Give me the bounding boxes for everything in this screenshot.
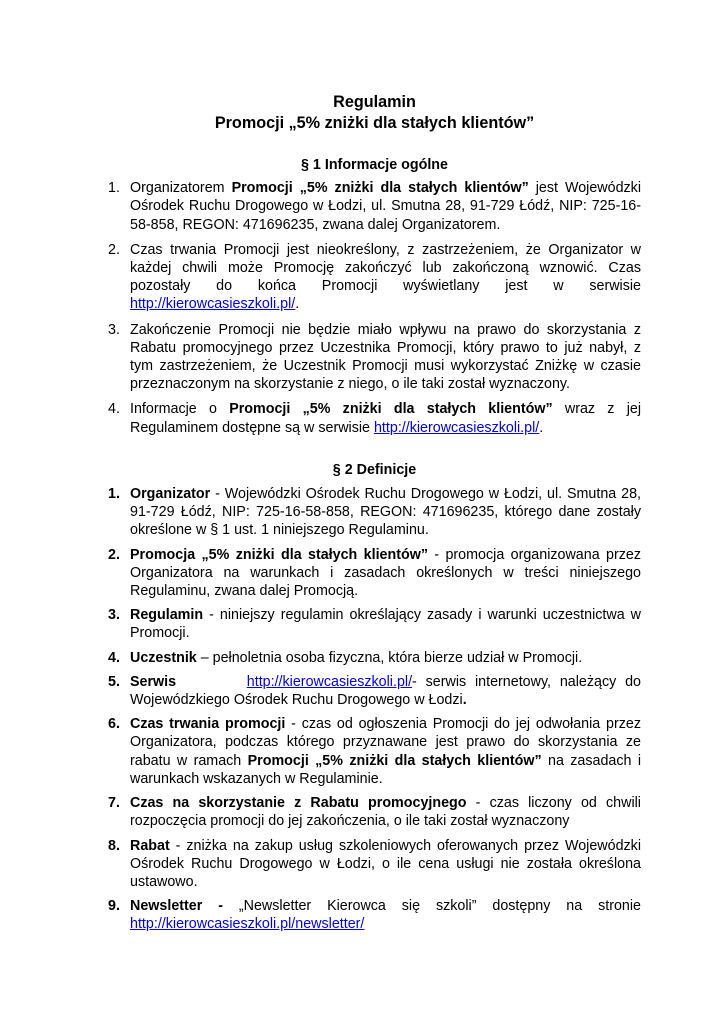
service-link[interactable]: http://kierowcasieszkoli.pl/ [246,673,413,690]
definition-term: Uczestnik [130,649,197,666]
item-number: 3. [108,607,120,624]
newsletter-link[interactable]: http://kierowcasieszkoli.pl/newsletter/ [130,916,365,933]
definition-text: - niniejszy regulamin określający zasady i warunki uczestnictwa w Promocji. [130,607,641,642]
definition-regulamin [108,606,641,642]
title-line-1: Regulamin [333,93,416,111]
definition-text: na zasadach i warunkach wskazanych w Regulaminie. [130,752,641,787]
item-number: 1. [108,486,120,503]
item-text: . [295,296,300,313]
definition-newsletter [108,897,641,933]
definition-organizator [108,485,641,540]
promotion-name: Promocji „5% zniżki dla stałych klientów” [231,180,529,197]
item-number: 6. [108,716,120,733]
definition-text: - czas od ogłoszenia Promocji do jej odwołania przez Organizatora, podczas którego przyznawane jest prawo do skorzystania ze rabatu w ramach [130,716,642,769]
definition-text: - promocja organizowana przez Organizatora na warunkach i zasadach określonych w treści niniejszego Regulaminu, zwana dalej Promocją. [130,546,641,600]
definition-text: - zniżka na zakup usług szkoleniowych oferowanych przez Wojewódzki Ośrodek Ruchu Drogowego w Łodzi, o ile cena usługi nie została określona ustawowo. [130,837,641,890]
item-text: Organizatorem [130,180,232,197]
section-1-list [108,179,641,437]
section-1-item-3 [108,321,641,394]
definition-term: Serwis [130,673,177,690]
definition-czas-trwania [108,715,641,788]
section-1-item-4 [108,400,641,436]
definition-text: „Newsletter Kierowca się szkoli” dostępny na stronie [222,898,642,915]
definition-text: - serwis internetowy, należący do Wojewódzkiego Ośrodek Ruchu Drogowego w Łodzi [130,673,641,709]
section-1-item-2 [108,241,641,314]
definition-term: Promocja „5% zniżki dla stałych klientów” [130,546,428,563]
definition-text: - czas liczony od chwili rozpoczęcia promocji do jej zakończenia, o ile taki został wyznaczony [130,795,641,830]
definition-term: Czas trwania promocji [130,716,286,733]
service-link[interactable]: http://kierowcasieszkoli.pl/ [130,296,296,313]
definition-term: Organizator [130,486,211,503]
promotion-name: Promocji „5% zniżki dla stałych klientów” [229,401,553,418]
item-number: 4. [108,401,120,418]
definition-end: . [462,692,467,709]
definition-rabat [108,837,641,892]
definition-term: Newsletter - [130,898,223,915]
document-title [108,92,641,133]
item-number: 4. [108,649,120,666]
section-1-item-1 [108,179,641,234]
section-2-heading: § 2 Definicje [332,461,417,478]
item-text: . [539,419,544,436]
item-number: 3. [108,321,120,338]
section-1-heading: § 1 Informacje ogólne [301,157,448,173]
item-number: 2. [108,241,120,258]
item-number: 9. [108,898,120,915]
item-text: jest Wojewódzki Ośrodek Ruchu Drogowego w Łodzi, ul. Smutna 28, 91-729 Łódź, NIP: 725-16-58-858, REGON: 471696235, zwana dalej Organizatorem. [130,180,641,233]
definition-term: Czas na skorzystanie z Rabatu promocyjnego [130,795,467,812]
definition-serwis [108,673,641,709]
definition-promocja [108,546,641,601]
service-link[interactable]: http://kierowcasieszkoli.pl/ [373,419,540,436]
definition-uczestnik [108,649,641,667]
definition-text: - Wojewódzki Ośrodek Ruchu Drogowego w Łodzi, ul. Smutna 28, 91-729 Łódź, NIP: 725-16-58-858, REGON: 471696235, którego dane zostały określone w § 1 ust. 1 niniejszego Regulaminu. [130,486,641,539]
item-text: Czas trwania Promocji jest nieokreślony, z zastrzeżeniem, że Organizator w każdej chwili może Promocję zakończyć lub zakończoną wznowić. Czas pozostały do końca Promocji wyświetlany jest w serwisie [130,241,641,295]
definition-term: Regulamin [130,607,204,624]
definition-czas-skorzystania [108,794,641,830]
item-number: 8. [108,837,120,854]
title-line-2: Promocji „5% zniżki dla stałych klientów” [214,113,535,132]
definition-term: Rabat [130,837,170,854]
item-text: wraz z jej Regulaminem dostępne są w serwisie [130,401,642,436]
item-text: Zakończenie Promocji nie będzie miało wpływu na prawo do skorzystania z Rabatu promocyjnego przez Uczestnika Promocji, który prawo to już nabył, z tym zastrzeżeniem, że Uczestnik Promocji musi wykorzystać Zniżkę w czasie przeznaczonym na skorzystanie z niego, o ile taki został wyznaczony. [130,321,641,393]
definition-text: – pełnoletnia osoba fizyczna, która bierze udział w Promocji. [196,649,583,666]
item-number: 5. [108,673,120,690]
item-number: 2. [108,546,120,563]
promotion-name: Promocji „5% zniżki dla stałych klientów” [247,752,542,769]
item-number: 7. [108,795,120,812]
section-2-list [108,485,641,933]
item-text: Informacje o [130,401,230,418]
item-number: 1. [108,180,120,197]
